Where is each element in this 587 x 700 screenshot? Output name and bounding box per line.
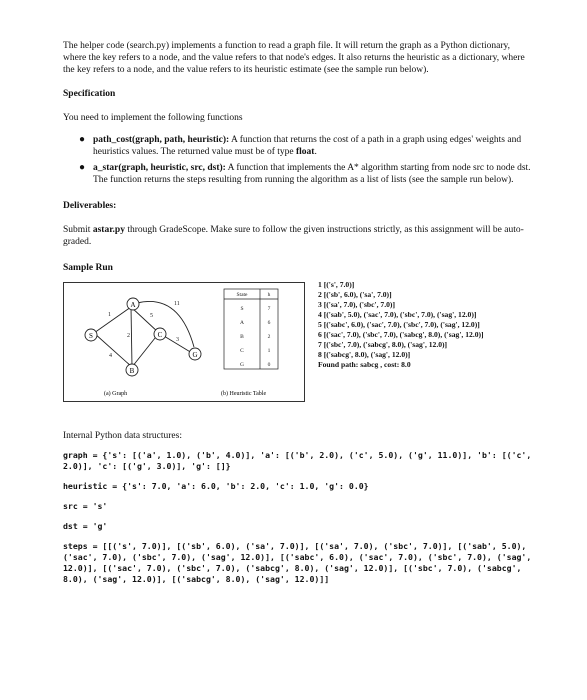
document-page [63, 40, 537, 594]
edge-weight: 11 [174, 301, 180, 307]
edge-a-c [131, 307, 159, 333]
deliverables-pre: Submit [63, 225, 93, 235]
table-cell: B [240, 334, 244, 340]
heuristic-table [224, 289, 278, 369]
function-description: A function that returns the cost of a path in a graph using edges' weights and heuristics values. The returned value must be of type [93, 135, 522, 157]
graph-code: graph = {'s': [('a', 1.0), ('b', 4.0)], 'a': [('b', 2.0), ('c', 5.0), ('g', 11.0)], 'b': [('c', 2.0)], 'c': [('g', 3.0)], 'g': []} [63, 450, 537, 471]
edge-a-b [131, 307, 132, 367]
table-cell: C [240, 348, 244, 354]
deliverables-file: astar.py [92, 225, 125, 235]
list-item [63, 134, 533, 158]
specification-heading: Specification [63, 89, 116, 99]
node-label: S [89, 332, 93, 340]
deliverables-post: through GradeScope. Make sure to follow the given instructions strictly, as this assignment will be auto-graded. [63, 225, 524, 247]
function-name: path_cost(graph, path, heuristic): [93, 135, 230, 145]
function-emphasis: float [295, 147, 315, 157]
edge-weight: 5 [150, 313, 153, 319]
list-item [63, 162, 533, 186]
function-tail: . [314, 147, 317, 157]
table-cell: 2 [267, 334, 271, 340]
internal-structures-label: Internal Python data structures: [63, 431, 182, 441]
graph-figure-box [63, 282, 305, 402]
dst-code: dst = 'g' [63, 521, 108, 531]
graph-caption: (a) Graph [104, 391, 128, 397]
table-caption: (b) Heuristic Table [221, 391, 267, 397]
steps-code: steps = [[('s', 7.0)], [('sb', 6.0), ('sa', 7.0)], [('sa', 7.0), ('sbc', 7.0)], [('sab', 5.0), ('sac', 7.0), ('sbc', 7.0), ('sag', 12.0)], [('sabc', 6.0), ('sac', 7.0), ('sbc', 7.0), ('sag', 12.0)], [('sac', 7.0), ('sbc', 7.0), ('sabcg', 8.0), ('sag', 12.0)], [('sbc', 7.0), ('sabcg', 8.0), ('sag', 12.0)], [('sabcg', 8.0), ('sag', 12.0)]] [63, 541, 537, 584]
steps-output [318, 280, 528, 370]
function-description: A function that implements the A* algorithm starting from node src to node dst. The function returns the steps resulting from running the algorithm as a list of lists (see the sample run below). [93, 163, 531, 185]
sample-run-heading: Sample Run [63, 263, 113, 273]
table-cell: G [240, 362, 244, 368]
edge-weight: 1 [108, 312, 111, 318]
src-code: src = 's' [63, 501, 108, 511]
edge-b-c [132, 333, 159, 367]
table-header: h [267, 292, 271, 298]
node-label: G [192, 351, 198, 359]
deliverables-heading: Deliverables: [63, 201, 117, 211]
table-cell: 1 [267, 348, 271, 354]
bullet-icon: ● [79, 134, 86, 145]
table-cell: A [240, 320, 244, 326]
function-name: a_star(graph, heuristic, src, dst): [93, 163, 226, 173]
intro-paragraph: The helper code (search.py) implements a function to read a graph file. It will return the graph as a Python dictionary, where the key refers to a node, and the value refers to that node's edges. It also returns the heuristic as a dictionary, where the key refers to a node, and the value refers to its heuristic estimate (see the sample run below). [63, 41, 525, 75]
found-path-line: Found path: sabcg , cost: 8.0 [318, 360, 411, 369]
step-line: 8 [('sabcg', 8.0), ('sag', 12.0)] [318, 350, 411, 359]
step-line: 4 [('sab', 5.0), ('sac', 7.0), ('sbc', 7.0), ('sag', 12.0)] [318, 310, 477, 319]
table-cell: 6 [267, 320, 271, 326]
edge-weight: 4 [109, 353, 112, 359]
table-header: State [236, 292, 248, 298]
step-line: 2 [('sb', 6.0), ('sa', 7.0)] [318, 290, 392, 299]
edge-a-g [137, 301, 194, 347]
step-line: 3 [('sa', 7.0), ('sbc', 7.0)] [318, 300, 395, 309]
specification-lead: You need to implement the following functions [63, 113, 243, 123]
deliverables-text [63, 224, 533, 248]
step-line: 5 [('sabc', 6.0), ('sac', 7.0), ('sbc', 7.0), ('sag', 12.0)] [318, 320, 480, 329]
node-label: C [157, 331, 163, 339]
graph-diagram [64, 283, 304, 401]
function-list [63, 134, 533, 186]
table-cell: 0 [267, 362, 271, 368]
edge-weight: 3 [176, 337, 179, 343]
heuristic-code: heuristic = {'s': 7.0, 'a': 6.0, 'b': 2.0, 'c': 1.0, 'g': 0.0} [63, 481, 369, 491]
edge-s-a [94, 307, 131, 333]
node-label: B [129, 367, 135, 375]
node-label: A [130, 301, 136, 309]
step-line: 1 [('s', 7.0)] [318, 280, 355, 289]
bullet-icon: ● [79, 162, 86, 173]
edge-weight: 2 [127, 333, 130, 339]
table-cell: S [240, 306, 244, 312]
step-line: 7 [('sbc', 7.0), ('sabcg', 8.0), ('sag', 12.0)] [318, 340, 448, 349]
table-cell: 7 [267, 306, 271, 312]
sample-run-figure [63, 280, 533, 422]
step-line: 6 [('sac', 7.0), ('sbc', 7.0), ('sabcg', 8.0), ('sag', 12.0)] [318, 330, 484, 339]
